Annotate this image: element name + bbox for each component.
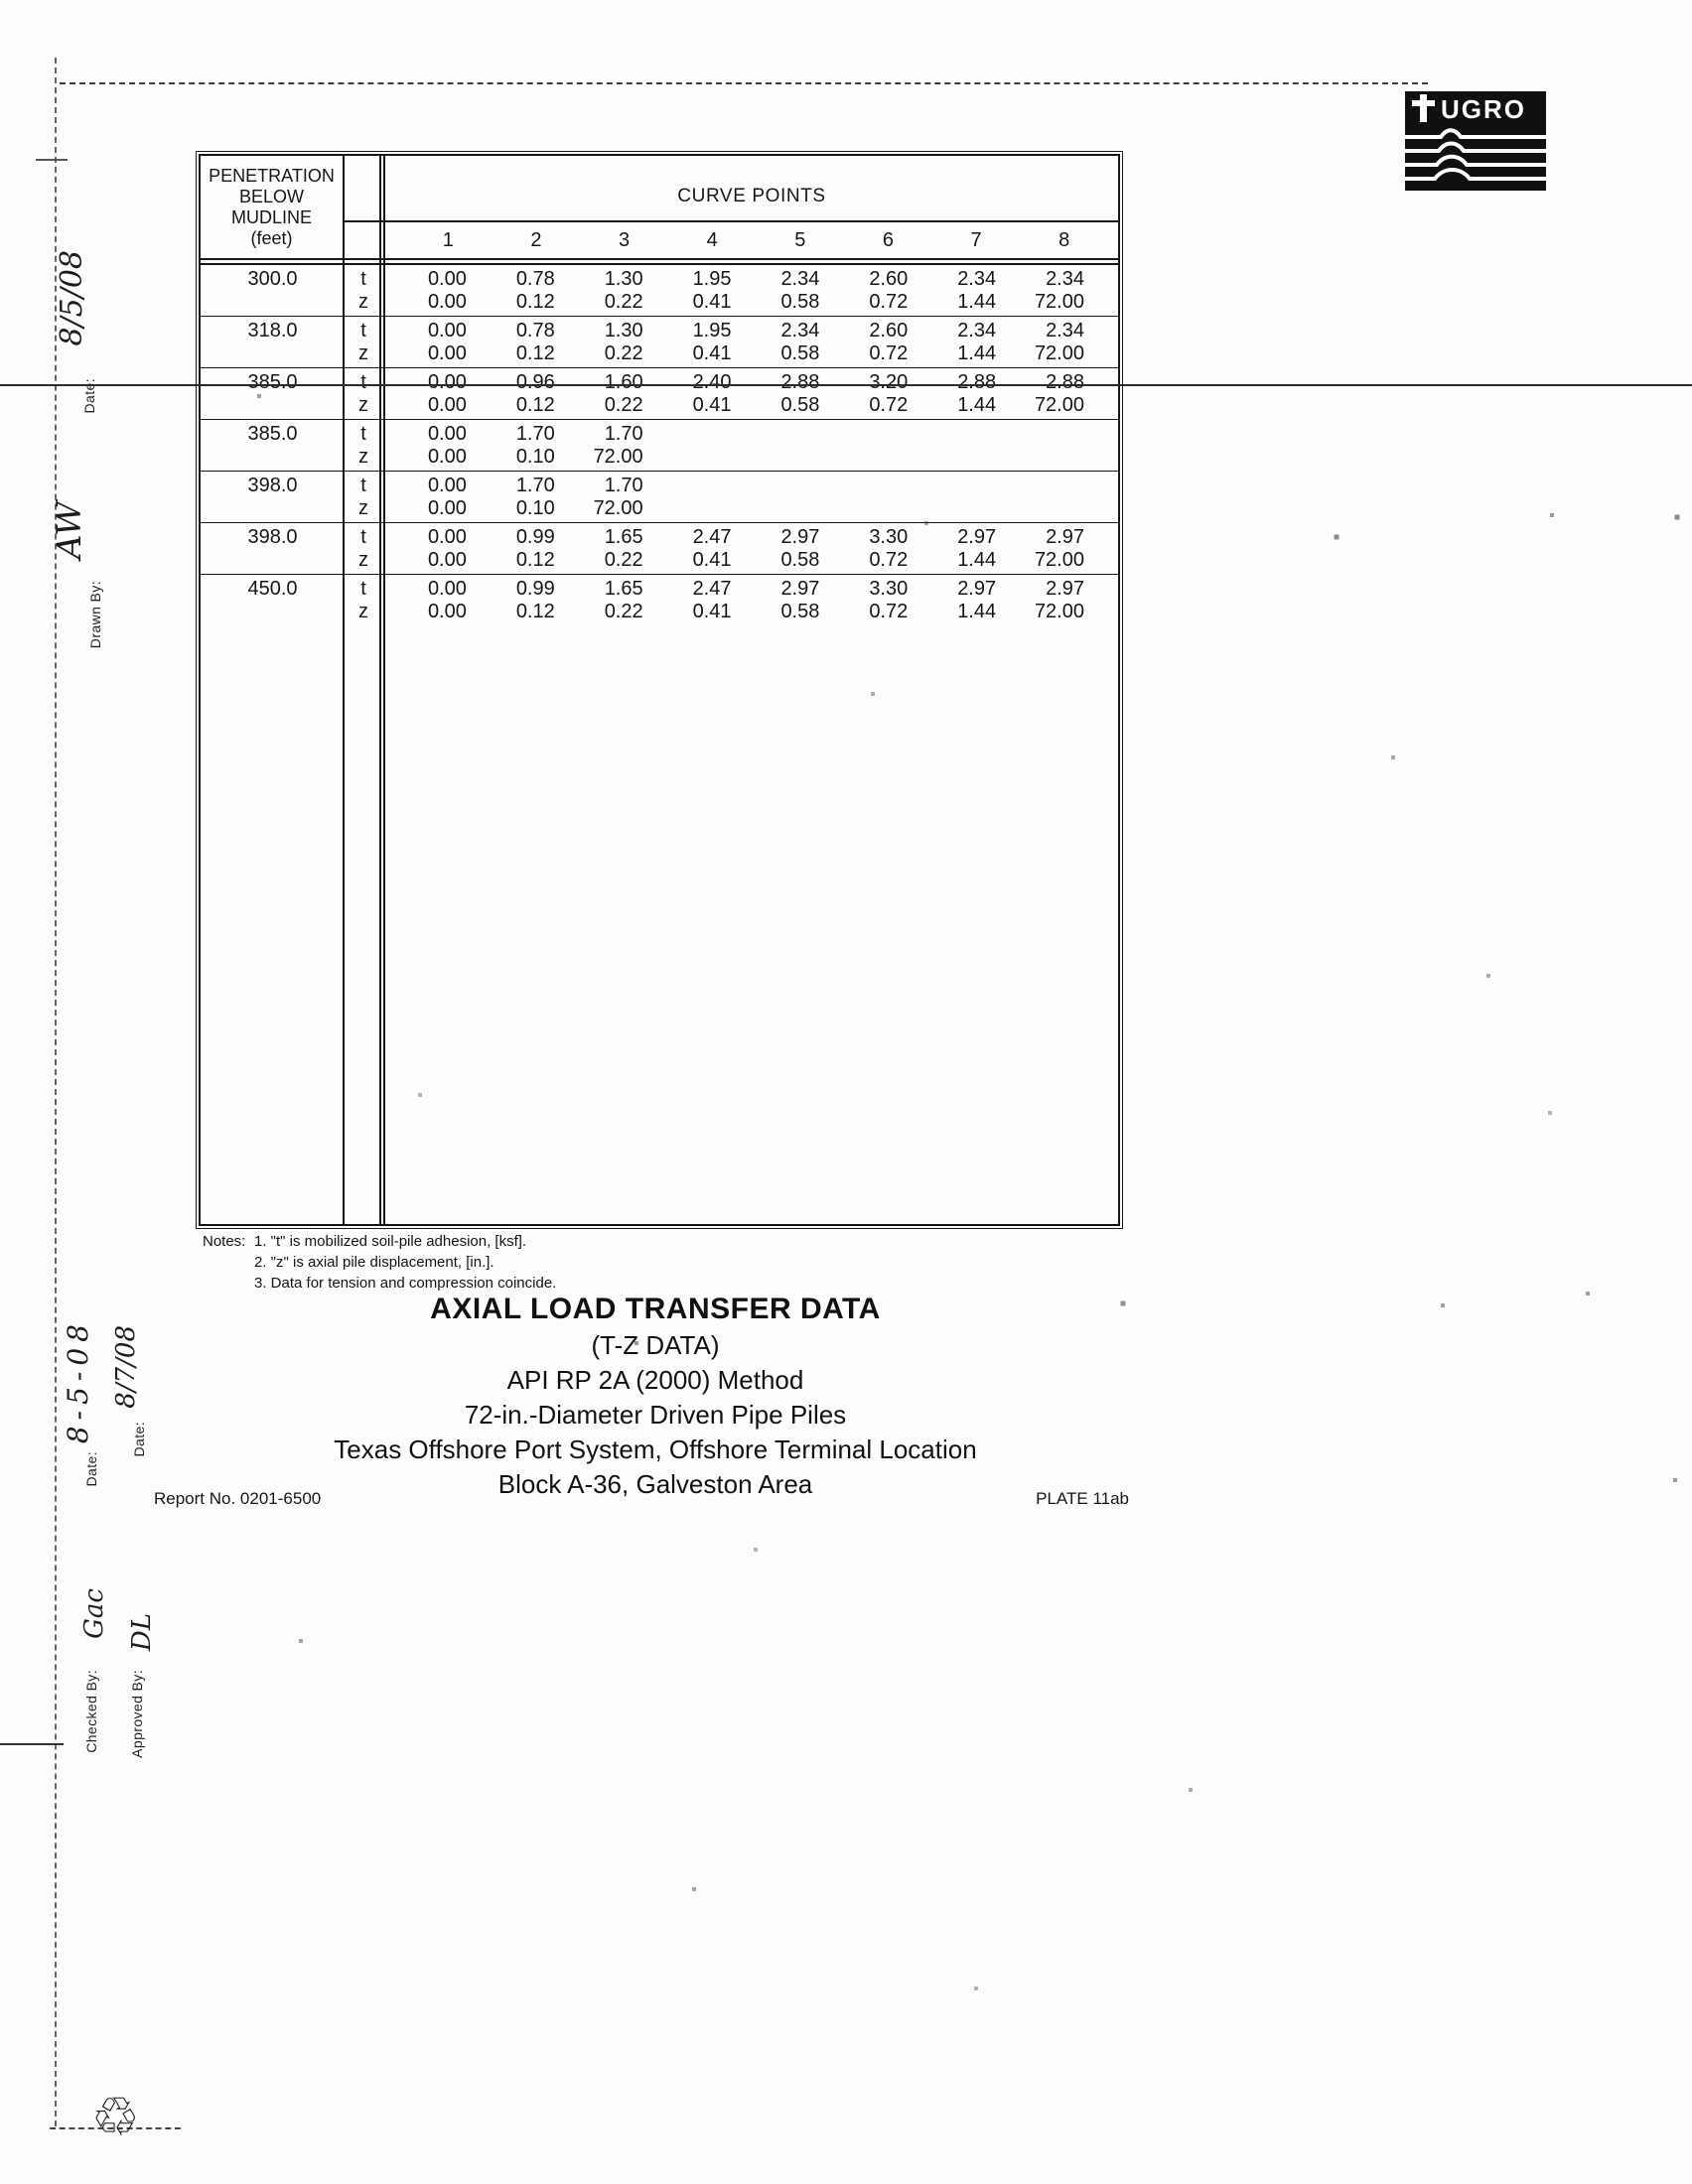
spacer — [382, 371, 402, 419]
z-value: 0.41 — [692, 342, 732, 364]
curve-point-cell — [756, 578, 844, 626]
z-value: 0.58 — [780, 342, 820, 364]
z-value: 0.41 — [692, 291, 732, 313]
table-header — [201, 156, 1118, 265]
curve-point-cell — [667, 526, 756, 574]
t-value: 1.70 — [515, 423, 555, 445]
curve-point-cell — [667, 578, 756, 626]
curve-point-cell — [756, 268, 844, 316]
penetration-value: 300.0 — [247, 268, 298, 290]
t-value: 2.34 — [780, 320, 820, 341]
title-block — [149, 1291, 1162, 1502]
header-rule — [343, 220, 1118, 222]
t-value: 3.20 — [869, 371, 909, 393]
z-value: 0.22 — [604, 291, 643, 313]
penetration-header-line: PENETRATION — [209, 166, 335, 186]
t-value: 0.00 — [427, 578, 467, 600]
tz-data-table — [199, 154, 1120, 1226]
z-value: 72.00 — [593, 446, 643, 468]
notes-prefix: Notes: — [203, 1233, 246, 1250]
scan-tick — [36, 159, 68, 161]
curve-point-cell — [843, 475, 931, 522]
t-value: 1.65 — [604, 526, 643, 548]
date-approved-label: Date: — [131, 1422, 147, 1457]
z-value: 72.00 — [1034, 549, 1084, 571]
t-value: 1.70 — [515, 475, 555, 496]
note-line — [203, 1231, 556, 1252]
t-value: 3.30 — [869, 578, 909, 600]
z-value: 0.72 — [869, 291, 909, 313]
penetration-value: 398.0 — [247, 526, 298, 548]
curve-point-column-4: 4 — [706, 229, 718, 251]
scan-border-dash-top — [60, 82, 1428, 84]
penetration-header-line: (feet) — [250, 228, 293, 248]
curve-point-cell — [579, 320, 667, 367]
table-row-block — [201, 265, 1118, 317]
penetration-value: 318.0 — [247, 320, 298, 341]
t-value: 2.34 — [957, 268, 997, 290]
curve-point-cell — [931, 268, 1020, 316]
t-value: 1.65 — [604, 578, 643, 600]
scan-tick — [0, 1743, 64, 1745]
table-row-block — [201, 420, 1118, 472]
z-value: 1.44 — [957, 342, 997, 364]
z-row-label: z — [358, 601, 368, 622]
z-value: 0.12 — [515, 291, 555, 313]
t-value: 2.34 — [780, 268, 820, 290]
curve-point-cell — [931, 320, 1020, 367]
t-value: 1.95 — [692, 268, 732, 290]
penetration-value: 398.0 — [247, 475, 298, 496]
curve-point-cell — [843, 320, 931, 367]
curve-point-cell — [843, 578, 931, 626]
spacer — [382, 475, 402, 522]
curve-point-cell — [579, 475, 667, 522]
z-value: 0.41 — [692, 601, 732, 622]
z-value: 72.00 — [1034, 291, 1084, 313]
curve-point-column-7: 7 — [970, 229, 982, 251]
t-row-label: t — [360, 268, 366, 290]
penetration-header — [201, 166, 343, 249]
z-value: 0.72 — [869, 342, 909, 364]
curve-point-cell — [579, 526, 667, 574]
scan-stray-line — [0, 384, 1692, 386]
z-value: 0.12 — [515, 549, 555, 571]
t-value: 1.95 — [692, 320, 732, 341]
title-pile-description: 72-in.-Diameter Driven Pipe Piles — [464, 1400, 847, 1430]
date-checked-handwritten: 8-5-08 — [62, 1318, 94, 1444]
header-double-rule — [201, 258, 1118, 265]
t-row-label: t — [360, 578, 366, 600]
t-value: 2.97 — [780, 578, 820, 600]
t-value: 1.30 — [604, 320, 643, 341]
spacer — [1108, 423, 1118, 471]
curve-point-cell — [931, 475, 1020, 522]
spacer — [1108, 526, 1118, 574]
z-value: 72.00 — [593, 497, 643, 519]
tz-label-cell — [345, 475, 382, 522]
z-value: 0.72 — [869, 549, 909, 571]
spacer — [1108, 371, 1118, 419]
z-row-label: z — [358, 446, 368, 468]
curve-point-cell — [402, 578, 491, 626]
penetration-header-line: BELOW — [238, 187, 304, 206]
curve-point-cell — [931, 371, 1020, 419]
z-value: 0.22 — [604, 601, 643, 622]
z-value: 0.00 — [427, 291, 467, 313]
drawn-by-signature: AW — [50, 501, 89, 560]
drawn-by-label: Drawn By: — [87, 581, 103, 649]
penetration-value: 450.0 — [247, 578, 298, 600]
spacer — [1108, 475, 1118, 522]
tz-label-cell — [345, 578, 382, 626]
t-value: 1.70 — [604, 475, 643, 496]
t-value: 2.97 — [1046, 526, 1084, 548]
curve-point-cell — [491, 578, 579, 626]
z-value: 0.10 — [515, 497, 555, 519]
t-value: 2.34 — [1046, 268, 1084, 290]
z-value: 72.00 — [1034, 394, 1084, 416]
z-value: 0.00 — [427, 601, 467, 622]
title-subtitle: (T-Z DATA) — [591, 1330, 720, 1360]
table-body — [201, 265, 1118, 1224]
tz-label-cell — [345, 526, 382, 574]
z-row-label: z — [358, 394, 368, 416]
curve-point-cell — [756, 526, 844, 574]
t-value: 2.88 — [780, 371, 820, 393]
date-approved-handwritten: 8/7/08 — [111, 1325, 141, 1409]
curve-point-cell — [402, 475, 491, 522]
t-value: 0.99 — [515, 526, 555, 548]
curve-point-cell — [931, 423, 1020, 471]
t-row-label: t — [360, 320, 366, 341]
curve-point-cell — [402, 423, 491, 471]
t-value: 1.70 — [604, 423, 643, 445]
curve-point-column-3: 3 — [619, 229, 631, 251]
curve-point-cell — [756, 371, 844, 419]
t-value: 0.00 — [427, 475, 467, 496]
note-text: 3. Data for tension and compression coincide. — [254, 1275, 557, 1292]
curve-point-cell — [667, 371, 756, 419]
tz-label-cell — [345, 371, 382, 419]
z-row-label: z — [358, 342, 368, 364]
t-value: 2.97 — [1046, 578, 1084, 600]
t-value: 2.97 — [957, 578, 997, 600]
penetration-value: 385.0 — [247, 371, 298, 393]
z-value: 0.58 — [780, 394, 820, 416]
table-row-block — [201, 317, 1118, 368]
t-value: 2.97 — [957, 526, 997, 548]
curve-points-header: CURVE POINTS — [677, 186, 826, 206]
curve-point-cell — [579, 578, 667, 626]
curve-point-cell — [1020, 320, 1108, 367]
curve-point-cell — [843, 268, 931, 316]
spacer — [1108, 320, 1118, 367]
z-value: 0.41 — [692, 394, 732, 416]
t-value: 2.40 — [692, 371, 732, 393]
z-value: 0.12 — [515, 342, 555, 364]
z-value: 0.12 — [515, 394, 555, 416]
t-value: 0.00 — [427, 371, 467, 393]
note-line — [203, 1252, 556, 1273]
tz-label-cell — [345, 320, 382, 367]
t-value: 0.00 — [427, 268, 467, 290]
z-value: 1.44 — [957, 394, 997, 416]
tz-label-cell — [345, 268, 382, 316]
z-value: 0.58 — [780, 601, 820, 622]
z-row-label: z — [358, 497, 368, 519]
t-value: 2.47 — [692, 526, 732, 548]
z-value: 0.00 — [427, 394, 467, 416]
curve-point-cell — [931, 578, 1020, 626]
t-value: 0.78 — [515, 268, 555, 290]
title-block-area: Block A-36, Galveston Area — [497, 1469, 813, 1499]
t-value: 2.97 — [780, 526, 820, 548]
curve-point-cell — [402, 268, 491, 316]
t-value: 2.88 — [957, 371, 997, 393]
curve-point-cell — [756, 423, 844, 471]
z-row-label: z — [358, 291, 368, 313]
curve-point-cell — [756, 320, 844, 367]
table-row-block — [201, 575, 1118, 626]
curve-point-column-1: 1 — [442, 229, 454, 251]
title-method: API RP 2A (2000) Method — [506, 1365, 804, 1395]
z-value: 0.12 — [515, 601, 555, 622]
checked-by-label: Checked By: — [83, 1670, 99, 1753]
curve-point-column-8: 8 — [1058, 229, 1070, 251]
date-top-label: Date: — [81, 378, 97, 414]
t-value: 0.00 — [427, 423, 467, 445]
spacer — [382, 320, 402, 367]
curve-point-column-5: 5 — [794, 229, 806, 251]
t-value: 0.00 — [427, 526, 467, 548]
spacer — [382, 578, 402, 626]
curve-point-cell — [667, 423, 756, 471]
t-value: 2.47 — [692, 578, 732, 600]
recycle-icon: ♲ — [91, 2088, 140, 2147]
curve-point-cell — [756, 475, 844, 522]
scan-specks — [0, 0, 2, 2]
t-value: 0.99 — [515, 578, 555, 600]
curve-point-cell — [579, 268, 667, 316]
curve-point-cell — [402, 371, 491, 419]
curve-point-cell — [1020, 371, 1108, 419]
table-row-block — [201, 523, 1118, 575]
z-value: 0.41 — [692, 549, 732, 571]
tz-label-cell — [345, 423, 382, 471]
curve-point-cell — [1020, 475, 1108, 522]
z-value: 1.44 — [957, 291, 997, 313]
fugro-logo — [1405, 91, 1546, 191]
penetration-header-line: MUDLINE — [230, 207, 312, 227]
curve-point-cell — [1020, 423, 1108, 471]
z-value: 0.00 — [427, 497, 467, 519]
curve-point-column-6: 6 — [882, 229, 894, 251]
date-top-handwritten: 8/5/08 — [55, 250, 89, 346]
date-checked-label: Date: — [83, 1451, 99, 1487]
t-value: 0.00 — [427, 320, 467, 341]
z-value: 0.00 — [427, 549, 467, 571]
t-value: 0.78 — [515, 320, 555, 341]
t-value: 3.30 — [869, 526, 909, 548]
t-value: 0.96 — [515, 371, 555, 393]
title-main: AXIAL LOAD TRANSFER DATA — [430, 1293, 881, 1325]
t-value: 2.34 — [1046, 320, 1084, 341]
z-row-label: z — [358, 549, 368, 571]
spacer — [1108, 578, 1118, 626]
curve-point-column-numbers — [404, 229, 1108, 252]
curve-point-cell — [491, 526, 579, 574]
fugro-logo-graphic — [1405, 91, 1546, 191]
spacer — [1108, 268, 1118, 316]
t-row-label: t — [360, 423, 366, 445]
z-value: 0.00 — [427, 342, 467, 364]
plate-number: PLATE 11ab — [1036, 1489, 1129, 1508]
curve-point-cell — [402, 526, 491, 574]
checked-by-signature: Gac — [79, 1588, 109, 1639]
curve-point-cell — [579, 371, 667, 419]
curve-point-cell — [402, 320, 491, 367]
spacer — [382, 268, 402, 316]
z-value: 72.00 — [1034, 601, 1084, 622]
curve-point-column-2: 2 — [530, 229, 542, 251]
curve-point-cell — [491, 371, 579, 419]
spacer — [382, 423, 402, 471]
t-value: 2.88 — [1046, 371, 1084, 393]
penetration-value: 385.0 — [247, 423, 298, 445]
approved-by-label: Approved By: — [129, 1670, 145, 1758]
z-value: 0.22 — [604, 549, 643, 571]
z-value: 1.44 — [957, 549, 997, 571]
note-text: 2. "z" is axial pile displacement, [in.]. — [254, 1254, 494, 1271]
curve-point-cell — [491, 475, 579, 522]
curve-point-cell — [667, 268, 756, 316]
t-row-label: t — [360, 526, 366, 548]
curve-point-cell — [491, 423, 579, 471]
t-row-label: t — [360, 371, 366, 393]
curve-point-cell — [491, 268, 579, 316]
z-value: 0.58 — [780, 291, 820, 313]
table-row-block — [201, 472, 1118, 523]
z-value: 0.00 — [427, 446, 467, 468]
notes-block — [203, 1231, 556, 1294]
curve-point-cell — [1020, 268, 1108, 316]
z-value: 1.44 — [957, 601, 997, 622]
curve-point-cell — [667, 475, 756, 522]
spacer — [382, 526, 402, 574]
z-value: 0.22 — [604, 394, 643, 416]
curve-point-cell — [667, 320, 756, 367]
t-row-label: t — [360, 475, 366, 496]
curve-point-cell — [931, 526, 1020, 574]
logo-dagger-icon — [1420, 94, 1427, 122]
t-value: 2.60 — [869, 268, 909, 290]
z-value: 0.10 — [515, 446, 555, 468]
report-number: Report No. 0201-6500 — [154, 1489, 322, 1508]
z-value: 0.22 — [604, 342, 643, 364]
approved-by-signature: DL — [127, 1613, 157, 1652]
curve-point-cell — [491, 320, 579, 367]
curve-point-cell — [843, 371, 931, 419]
t-value: 1.30 — [604, 268, 643, 290]
curve-point-cell — [1020, 526, 1108, 574]
scan-border-dash-left — [55, 58, 57, 2126]
note-text: 1. "t" is mobilized soil-pile adhesion, [ksf]. — [254, 1233, 527, 1250]
z-value: 72.00 — [1034, 342, 1084, 364]
curve-point-cell — [579, 423, 667, 471]
z-value: 0.72 — [869, 601, 909, 622]
curve-point-cell — [1020, 578, 1108, 626]
curve-point-cell — [843, 526, 931, 574]
z-value: 0.72 — [869, 394, 909, 416]
table-row-block — [201, 368, 1118, 420]
curve-point-cell — [843, 423, 931, 471]
title-project-location: Texas Offshore Port System, Offshore Terminal Location — [334, 1434, 977, 1464]
logo-text: UGRO — [1441, 94, 1526, 124]
t-value: 1.60 — [604, 371, 643, 393]
z-value: 0.58 — [780, 549, 820, 571]
t-value: 2.60 — [869, 320, 909, 341]
t-value: 2.34 — [957, 320, 997, 341]
